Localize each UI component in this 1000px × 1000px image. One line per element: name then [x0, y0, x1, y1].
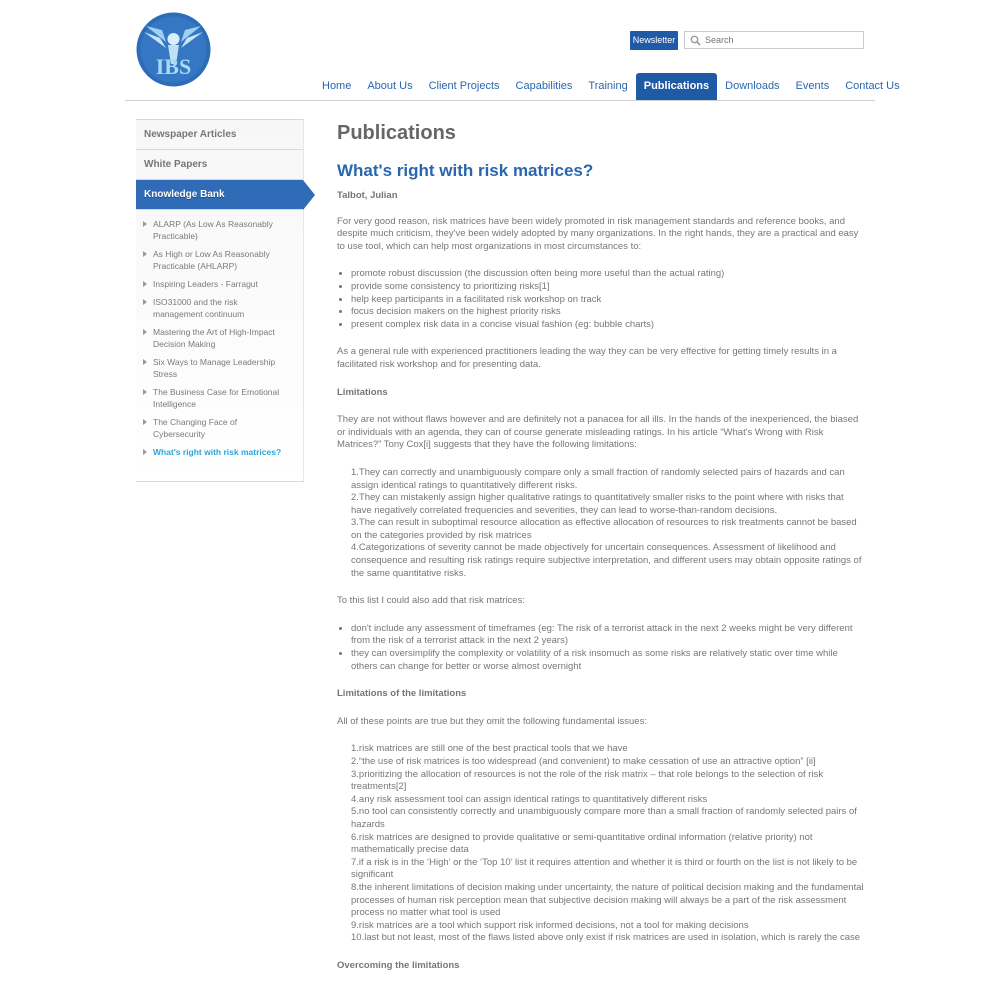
sidebar-subitem[interactable]: Mastering the Art of High-Impact Decision Making — [136, 326, 303, 351]
article-author: Talbot, Julian — [337, 190, 398, 201]
main-content — [337, 120, 865, 988]
nav-downloads[interactable]: Downloads — [725, 80, 780, 92]
ibs-logo[interactable] — [136, 12, 211, 87]
newsletter-button[interactable]: Newsletter — [630, 31, 678, 50]
list-item: 4.any risk assessment tool can assign identical ratings to quantitatively different risks — [351, 793, 708, 805]
limitations-list — [337, 467, 865, 580]
sidebar-link-white-papers[interactable]: White Papers — [136, 149, 303, 179]
lol-list — [337, 743, 865, 945]
list-item: 1.risk matrices are still one of the best practical tools that we have — [351, 743, 628, 755]
list-item: • promote robust discussion (the discussion often being more useful than the actual rating) — [351, 268, 865, 281]
list-item: 7.if a risk is in the ‘High’ or the ‘Top 10’ list it requires attention and whether it is third or fourth on the list is not likely to be significant — [351, 856, 858, 881]
list-item: 2.“the use of risk matrices is too widespread (and convenient) to make cessation of use an attractive option” [ii] — [351, 756, 816, 767]
nav-events[interactable]: Events — [795, 80, 830, 92]
intro-paragraph: For very good reason, risk matrices have been widely promoted in risk management standards and reference books, and despite much criticism, they've been widely adopted by many organizations. In the right hands, they are a practical and easy to use tool, which can help most organizations in most circumstances to: — [337, 215, 859, 252]
list-item: 9.risk matrices are a tool which support risk informed decisions, not a tool for making decisions — [351, 919, 749, 931]
nav-about-us[interactable]: About Us — [367, 80, 413, 92]
nav-publications[interactable]: Publications — [636, 73, 717, 100]
limitations-of-limitations-heading: Limitations of the limitations — [337, 688, 467, 700]
list-item: • they can oversimplify the complexity or volatility of a risk insomuch as some risks are relatively static over time while others can change for better or worse almost overnight — [351, 648, 865, 673]
sidebar-subitem[interactable]: Six Ways to Manage Leadership Stress — [136, 356, 303, 381]
svg-text:IBS: IBS — [155, 54, 192, 79]
list-item: 1.They can correctly and unambiguously compare only a small fraction of randomly selected pairs of hazards and can assign identical ratings to quantitatively different risks. — [351, 466, 845, 491]
knowledge-bank-list — [136, 209, 303, 458]
list-item: • help keep participants in a facilitated risk workshop on track — [351, 294, 865, 307]
nav-client-projects[interactable]: Client Projects — [428, 80, 500, 92]
nav-contact-us[interactable]: Contact Us — [845, 80, 900, 92]
search-input[interactable] — [705, 33, 860, 47]
list-item: • provide some consistency to prioritizing risks[1] — [351, 281, 865, 294]
list-item: 6.risk matrices are designed to provide qualitative or semi-quantitative ordinal information (relative priority) not mathematically precise data — [351, 831, 813, 856]
list-item: 2.They can mistakenly assign higher qualitative ratings to quantitatively smaller risks to the point where with risks that have negatively correlated frequencies and severities, they can lead to worse-than-random decisions. — [351, 492, 844, 516]
list-item: 3.prioritizing the allocation of resources is not the role of the risk matrix – that role belongs to the selection of risk treatments[2] — [351, 768, 824, 793]
sidebar-link-newspaper-articles[interactable]: Newspaper Articles — [136, 119, 303, 149]
article-title: What's right with risk matrices? — [337, 161, 594, 180]
nav-training[interactable]: Training — [588, 80, 628, 92]
list-item: 3.The can result in suboptimal resource allocation as effective allocation of resources to risk treatments cannot be based on the categories provided by risk matrices — [351, 517, 857, 541]
sidebar-subitem[interactable]: The Business Case for Emotional Intelligence — [136, 386, 303, 411]
sidebar — [136, 119, 304, 482]
nav-home[interactable]: Home — [322, 80, 352, 92]
sidebar-subitem[interactable]: Inspiring Leaders - Farragut — [136, 278, 303, 290]
list-item: • focus decision makers on the highest priority risks — [351, 306, 865, 319]
limitations-paragraph: They are not without flaws however and are definitely not a panacea for all ills. In the hands of the inexperienced, the biased or individuals with an agenda, they can of course generate misleading ratings. In his article “What's Wrong with Risk Matrices?” Tony Cox[i] suggests that they have the following limitations: — [337, 414, 859, 451]
list-item: 10.last but not least, most of the flaws listed above only exist if risk matrices are used in isolation, which is rarely the case — [351, 932, 861, 944]
limitations-heading: Limitations — [337, 386, 388, 398]
list-item: • present complex risk data in a concise visual fashion (eg: bubble charts) — [351, 319, 865, 332]
page-title: Publications — [337, 122, 456, 144]
sidebar-subitem[interactable]: ISO31000 and the risk management continuum — [136, 296, 303, 321]
sidebar-subitem-current[interactable]: What's right with risk matrices? — [136, 446, 303, 458]
general-rule-paragraph: As a general rule with experienced practitioners leading the way they can be very effective for getting timely results in a facilitated risk workshop and for presenting data. — [337, 346, 837, 370]
sidebar-divider — [136, 481, 304, 482]
list-item: • don't include any assessment of timeframes (eg: The risk of a terrorist attack in the next 2 weeks might be very different from the risk of a terrorist attack in the next 2 years) — [351, 623, 865, 648]
sidebar-subitem[interactable]: As High or Low As Reasonably Practicable (AHLARP) — [136, 248, 303, 273]
sidebar-subitem[interactable]: The Changing Face of Cybersecurity — [136, 416, 303, 441]
search-icon — [690, 35, 701, 46]
sidebar-subitem[interactable]: ALARP (As Low As Reasonably Practicable) — [136, 218, 303, 243]
nav-capabilities[interactable]: Capabilities — [515, 80, 573, 92]
main-nav — [314, 73, 908, 100]
intro-bullets — [337, 268, 865, 331]
site-header — [125, 0, 900, 101]
sidebar-link-knowledge-bank[interactable]: Knowledge Bank — [136, 179, 303, 209]
list-item: 4.Categorizations of severity cannot be made objectively for uncertain consequences. Assessment of likelihood and consequence and resulting risk ratings require subjective interpretation, and different users may obtain opposite ratings of the same quantitative risks. — [351, 542, 862, 579]
list-item: 5.no tool can consistently correctly and unambiguously compare more than a small fraction of randomly selected pairs of hazards — [351, 806, 857, 830]
overcoming-heading: Overcoming the limitations — [337, 959, 460, 971]
add-intro-paragraph: To this list I could also add that risk matrices: — [337, 595, 525, 607]
add-bullets — [337, 623, 865, 673]
search-box[interactable] — [684, 31, 864, 49]
list-item: 8.the inherent limitations of decision making under uncertainty, the nature of political decision making and the fundamental processes of human risk perception mean that subjective decision making will always be a part of the risk assessment process no matter what tool is used — [351, 881, 864, 919]
lol-intro-paragraph: All of these points are true but they omit the following fundamental issues: — [337, 715, 647, 727]
